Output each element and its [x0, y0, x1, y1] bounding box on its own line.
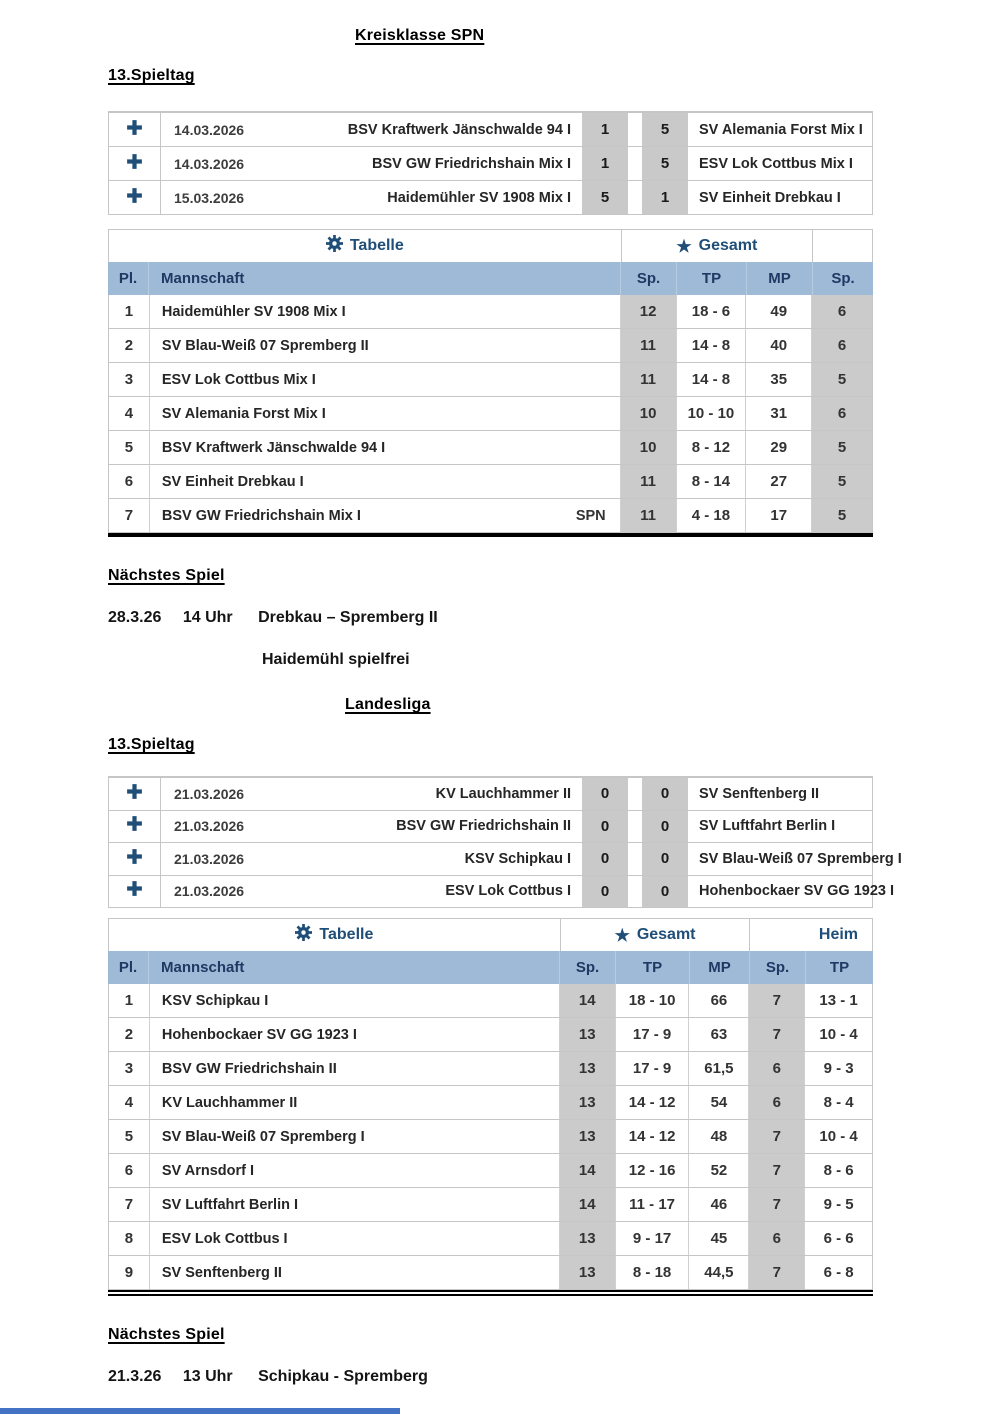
next-match-date: 28.3.26: [108, 609, 162, 626]
home-games-cell: 7: [749, 1120, 805, 1153]
matchpoints-cell: 48: [689, 1120, 749, 1153]
team-name: SV Arnsdorf I: [161, 1162, 255, 1179]
match-date: 21.03.2026: [174, 883, 245, 900]
home-games-cell: 6: [749, 1086, 805, 1119]
tablepoints-cell: 18 - 6: [677, 295, 747, 328]
table-bottom-rule: [108, 1290, 873, 1296]
away-score: 0: [641, 843, 689, 875]
standings-rows: [108, 984, 873, 1290]
group-gesamt-label: Gesamt: [698, 237, 758, 254]
document-body: [108, 0, 902, 1386]
col-header-pl: Pl.: [108, 951, 149, 984]
tablepoints-cell: 8 - 14: [677, 465, 747, 498]
team-cell: [150, 499, 621, 532]
team-cell: [150, 1018, 560, 1051]
tablepoints-cell: 14 - 12: [616, 1086, 690, 1119]
league-title-landesliga: Landesliga: [345, 696, 431, 713]
home-games-cell: 7: [749, 1188, 805, 1221]
score-divider: [629, 876, 641, 908]
team-cell: [150, 465, 621, 498]
rank-cell: 4: [109, 1086, 150, 1119]
team-name: SV Senftenberg II: [161, 1264, 282, 1281]
col-header-sp-heim: Sp.: [750, 951, 806, 984]
games-cell: 13: [560, 1018, 616, 1051]
matchpoints-cell: 17: [746, 499, 812, 532]
team-name: ESV Lok Cottbus Mix I: [161, 371, 316, 388]
home-tablepoints-cell: 8 - 6: [823, 1162, 854, 1179]
standings-group-header: [108, 918, 873, 951]
team-cell: [150, 329, 621, 362]
matchpoints-cell: 29: [746, 431, 812, 464]
match-row: [109, 146, 872, 180]
team-cell: [150, 397, 621, 430]
expand-match-button[interactable]: [109, 876, 161, 908]
matchday-heading-landesliga: 13.Spieltag: [108, 736, 195, 753]
team-name: SV Luftfahrt Berlin I: [161, 1196, 299, 1213]
group-heim: Heim: [749, 919, 872, 951]
rank-cell: 7: [109, 1188, 150, 1221]
standings-group-header: [108, 229, 873, 262]
plus-icon: [125, 118, 144, 142]
group-gesamt-label: Gesamt: [636, 926, 696, 943]
score-divider: [629, 843, 641, 875]
score-divider: [629, 147, 641, 180]
home-games-cell: 5: [812, 363, 872, 396]
expand-match-button[interactable]: [109, 811, 161, 843]
games-cell: 11: [621, 465, 677, 498]
home-tablepoints-cell: 9 - 5: [823, 1196, 854, 1213]
rank-cell: 5: [109, 431, 150, 464]
rank-cell: 1: [109, 984, 150, 1017]
team-name: SV Einheit Drebkau I: [161, 473, 304, 490]
standings-column-header: [108, 262, 873, 295]
group-tabelle-label: Tabelle: [349, 237, 404, 254]
table-row: [108, 329, 873, 363]
star-icon: ★: [676, 236, 692, 256]
matchpoints-cell: 49: [746, 295, 812, 328]
table-row: [108, 984, 873, 1018]
standings-table-landesliga: [108, 918, 873, 1296]
games-cell: 13: [560, 1256, 616, 1289]
team-cell: [150, 1188, 560, 1221]
standings-column-header: [108, 951, 873, 984]
away-score: 5: [641, 147, 689, 180]
col-header-tp: TP: [616, 951, 690, 984]
team-cell: [150, 363, 621, 396]
rank-cell: 7: [109, 499, 150, 532]
away-team: SV Blau-Weiß 07 Spremberg I: [699, 850, 902, 867]
team-name: Haidemühler SV 1908 Mix I: [161, 303, 346, 320]
away-team: SV Alemania Forst Mix I: [699, 121, 863, 138]
col-header-mp: MP: [747, 262, 813, 295]
plus-icon: [125, 814, 144, 838]
games-cell: 10: [621, 397, 677, 430]
games-cell: 11: [621, 329, 677, 362]
plus-icon: [125, 879, 144, 903]
expand-match-button[interactable]: [109, 843, 161, 875]
col-header-mp: MP: [690, 951, 750, 984]
table-row: [108, 1256, 873, 1290]
tablepoints-cell: 14 - 8: [677, 329, 747, 362]
home-team: BSV GW Friedrichshain II: [396, 818, 571, 835]
standings-table-kreisklasse: [108, 229, 873, 537]
home-score: 5: [581, 181, 629, 214]
team-cell: [150, 431, 621, 464]
home-team: Haidemühler SV 1908 Mix I: [387, 189, 571, 206]
match-date: 14.03.2026: [174, 155, 245, 172]
home-games-cell: 5: [812, 431, 872, 464]
home-tablepoints-cell: 13 - 1: [819, 992, 858, 1009]
gear-icon: [326, 235, 343, 257]
team-name: ESV Lok Cottbus I: [161, 1230, 288, 1247]
table-row: [108, 431, 873, 465]
home-games-cell: 5: [812, 499, 872, 532]
tablepoints-cell: 14 - 12: [616, 1120, 690, 1153]
home-team: KV Lauchhammer II: [435, 785, 571, 802]
home-score: 0: [581, 876, 629, 908]
home-team: BSV Kraftwerk Jänschwalde 94 I: [347, 121, 571, 138]
match-date: 14.03.2026: [174, 121, 245, 138]
next-match-date: 21.3.26: [108, 1368, 162, 1385]
matchpoints-cell: 63: [689, 1018, 749, 1051]
games-cell: 14: [560, 984, 616, 1017]
team-cell: [150, 1120, 560, 1153]
table-row: [108, 1154, 873, 1188]
home-score: 0: [581, 843, 629, 875]
away-score: 0: [641, 778, 689, 810]
score-divider: [629, 181, 641, 214]
tablepoints-cell: 11 - 17: [616, 1188, 690, 1221]
home-games-cell: 6: [749, 1052, 805, 1085]
rank-cell: 2: [109, 329, 150, 362]
standings-rows: [108, 295, 873, 533]
tablepoints-cell: 8 - 18: [616, 1256, 690, 1289]
col-header-tp: TP: [677, 262, 747, 295]
tablepoints-cell: 9 - 17: [616, 1222, 690, 1255]
group-gesamt: [560, 919, 750, 951]
table-row: [108, 363, 873, 397]
home-games-cell: 5: [812, 465, 872, 498]
tablepoints-cell: 12 - 16: [616, 1154, 690, 1187]
table-row: [108, 1222, 873, 1256]
tablepoints-cell: 8 - 12: [677, 431, 747, 464]
home-score: 0: [581, 811, 629, 843]
matchpoints-cell: 54: [689, 1086, 749, 1119]
next-match-time: 14 Uhr: [182, 609, 233, 626]
match-date: 21.03.2026: [174, 785, 245, 802]
next-match-line-landesliga: [108, 1368, 873, 1386]
col-header-pl: Pl.: [108, 262, 149, 295]
group-gesamt: [621, 230, 812, 262]
home-team: KSV Schipkau I: [464, 850, 571, 867]
home-score: 0: [581, 778, 629, 810]
home-tablepoints-cell: 10 - 4: [819, 1128, 858, 1145]
tablepoints-cell: 10 - 10: [677, 397, 747, 430]
tablepoints-cell: 4 - 18: [677, 499, 747, 532]
games-cell: 14: [560, 1188, 616, 1221]
home-games-cell: 7: [749, 1154, 805, 1187]
bye-note: Haidemühl spielfrei: [262, 651, 410, 668]
games-cell: 13: [560, 1120, 616, 1153]
table-row: [108, 295, 873, 329]
rank-cell: 8: [109, 1222, 150, 1255]
table-row: [108, 1018, 873, 1052]
match-results-table-landesliga: [108, 776, 902, 908]
rank-cell: 5: [109, 1120, 150, 1153]
away-score: 5: [641, 113, 689, 146]
team-name: SV Blau-Weiß 07 Spremberg I: [161, 1128, 365, 1145]
home-tablepoints-cell: 6 - 6: [823, 1230, 854, 1247]
league-title-kreisklasse: Kreisklasse SPN: [355, 27, 485, 44]
matchpoints-cell: 40: [746, 329, 812, 362]
table-bottom-rule: [108, 533, 873, 537]
star-icon: ★: [614, 925, 630, 945]
tablepoints-cell: 18 - 10: [616, 984, 690, 1017]
match-row: [109, 875, 895, 908]
team-cell: [150, 1086, 560, 1119]
score-divider: [629, 778, 641, 810]
next-match-pairing: Schipkau - Spremberg: [258, 1368, 428, 1385]
rank-cell: 6: [109, 1154, 150, 1187]
plus-icon: [125, 782, 144, 806]
plus-icon: [125, 186, 144, 210]
rank-cell: 6: [109, 465, 150, 498]
match-row: [109, 810, 872, 843]
away-team: Hohenbockaer SV GG 1923 I: [699, 883, 895, 900]
team-name: KSV Schipkau I: [161, 992, 269, 1009]
rank-cell: 9: [109, 1256, 150, 1289]
table-row: [108, 1120, 873, 1154]
next-match-time: 13 Uhr: [182, 1368, 233, 1385]
tablepoints-cell: 17 - 9: [616, 1052, 690, 1085]
score-divider: [629, 811, 641, 843]
home-games-cell: 6: [812, 295, 872, 328]
match-row: [109, 777, 872, 810]
home-score: 1: [581, 113, 629, 146]
games-cell: 12: [621, 295, 677, 328]
col-header-mannschaft: Mannschaft: [149, 262, 621, 295]
home-games-cell: 6: [749, 1222, 805, 1255]
group-tabelle: [109, 919, 560, 951]
team-name: SV Alemania Forst Mix I: [161, 405, 326, 422]
next-match-line-kreisklasse: [108, 609, 873, 627]
matchpoints-cell: 44,5: [689, 1256, 749, 1289]
match-date: 15.03.2026: [174, 189, 245, 206]
team-region-tag: SPN: [575, 507, 606, 524]
matchday-heading-kreisklasse: 13.Spieltag: [108, 67, 195, 84]
away-team: SV Senftenberg II: [699, 785, 820, 802]
home-score: 1: [581, 147, 629, 180]
team-cell: [150, 1052, 560, 1085]
matchpoints-cell: 45: [689, 1222, 749, 1255]
games-cell: 14: [560, 1154, 616, 1187]
plus-icon: [125, 152, 144, 176]
match-row: [109, 180, 872, 214]
match-results-table-kreisklasse: [108, 111, 873, 215]
rank-cell: 4: [109, 397, 150, 430]
table-row: [108, 499, 873, 533]
matchpoints-cell: 61,5: [689, 1052, 749, 1085]
matchpoints-cell: 35: [746, 363, 812, 396]
group-heim: [812, 230, 872, 262]
rank-cell: 3: [109, 1052, 150, 1085]
away-team: SV Einheit Drebkau I: [699, 189, 841, 206]
home-games-cell: 7: [749, 984, 805, 1017]
team-name: Hohenbockaer SV GG 1923 I: [161, 1026, 357, 1043]
matchpoints-cell: 52: [689, 1154, 749, 1187]
home-games-cell: 6: [812, 397, 872, 430]
expand-match-button[interactable]: [109, 778, 161, 810]
away-team: SV Luftfahrt Berlin I: [699, 818, 836, 835]
team-name: BSV GW Friedrichshain II: [161, 1060, 337, 1077]
plus-icon: [125, 847, 144, 871]
matchpoints-cell: 31: [746, 397, 812, 430]
games-cell: 13: [560, 1086, 616, 1119]
away-team: ESV Lok Cottbus Mix I: [699, 155, 853, 172]
score-divider: [629, 113, 641, 146]
group-tabelle: [109, 230, 621, 262]
tablepoints-cell: 14 - 8: [677, 363, 747, 396]
games-cell: 13: [560, 1052, 616, 1085]
table-row: [108, 1052, 873, 1086]
next-match-pairing: Drebkau – Spremberg II: [258, 609, 438, 626]
gear-icon: [295, 924, 312, 946]
rank-cell: 2: [109, 1018, 150, 1051]
table-row: [108, 1086, 873, 1120]
team-cell: [150, 1154, 560, 1187]
match-date: 21.03.2026: [174, 850, 245, 867]
games-cell: 13: [560, 1222, 616, 1255]
team-name: SV Blau-Weiß 07 Spremberg II: [161, 337, 369, 354]
rank-cell: 1: [109, 295, 150, 328]
team-name: BSV Kraftwerk Jänschwalde 94 I: [161, 439, 386, 456]
table-row: [108, 465, 873, 499]
expand-match-button[interactable]: [109, 181, 161, 214]
col-header-sp: Sp.: [621, 262, 677, 295]
expand-match-button[interactable]: [109, 113, 161, 146]
tablepoints-cell: 17 - 9: [616, 1018, 690, 1051]
next-match-heading-kreisklasse: Nächstes Spiel: [108, 567, 225, 584]
team-cell: [150, 1222, 560, 1255]
team-name: BSV GW Friedrichshain Mix I: [161, 507, 361, 524]
home-games-cell: 7: [749, 1256, 805, 1289]
matchpoints-cell: 27: [746, 465, 812, 498]
home-tablepoints-cell: 6 - 8: [823, 1264, 854, 1281]
home-team: ESV Lok Cottbus I: [445, 883, 571, 900]
games-cell: 11: [621, 499, 677, 532]
games-cell: 10: [621, 431, 677, 464]
next-match-heading-landesliga: Nächstes Spiel: [108, 1326, 225, 1343]
away-score: 0: [641, 811, 689, 843]
rank-cell: 3: [109, 363, 150, 396]
team-cell: [150, 984, 560, 1017]
matchpoints-cell: 46: [689, 1188, 749, 1221]
away-score: 1: [641, 181, 689, 214]
table-row: [108, 397, 873, 431]
col-header-sp-heim: Sp.: [831, 270, 855, 287]
match-row: [109, 112, 872, 146]
team-cell: [150, 1256, 560, 1289]
col-header-tp-heim: TP: [829, 959, 850, 976]
expand-match-button[interactable]: [109, 147, 161, 180]
matchpoints-cell: 66: [689, 984, 749, 1017]
team-cell: [150, 295, 621, 328]
games-cell: 11: [621, 363, 677, 396]
home-tablepoints-cell: 9 - 3: [823, 1060, 854, 1077]
home-tablepoints-cell: 8 - 4: [823, 1094, 854, 1111]
home-games-cell: 6: [812, 329, 872, 362]
home-tablepoints-cell: 10 - 4: [819, 1026, 858, 1043]
footer-blue-bar: [0, 1408, 400, 1414]
home-team: BSV GW Friedrichshain Mix I: [371, 155, 571, 172]
col-header-sp: Sp.: [560, 951, 616, 984]
match-date: 21.03.2026: [174, 818, 245, 835]
table-row: [108, 1188, 873, 1222]
col-header-mannschaft: Mannschaft: [149, 951, 560, 984]
group-tabelle-label: Tabelle: [319, 926, 374, 943]
team-name: KV Lauchhammer II: [161, 1094, 298, 1111]
match-row: [109, 842, 902, 875]
home-games-cell: 7: [749, 1018, 805, 1051]
away-score: 0: [641, 876, 689, 908]
